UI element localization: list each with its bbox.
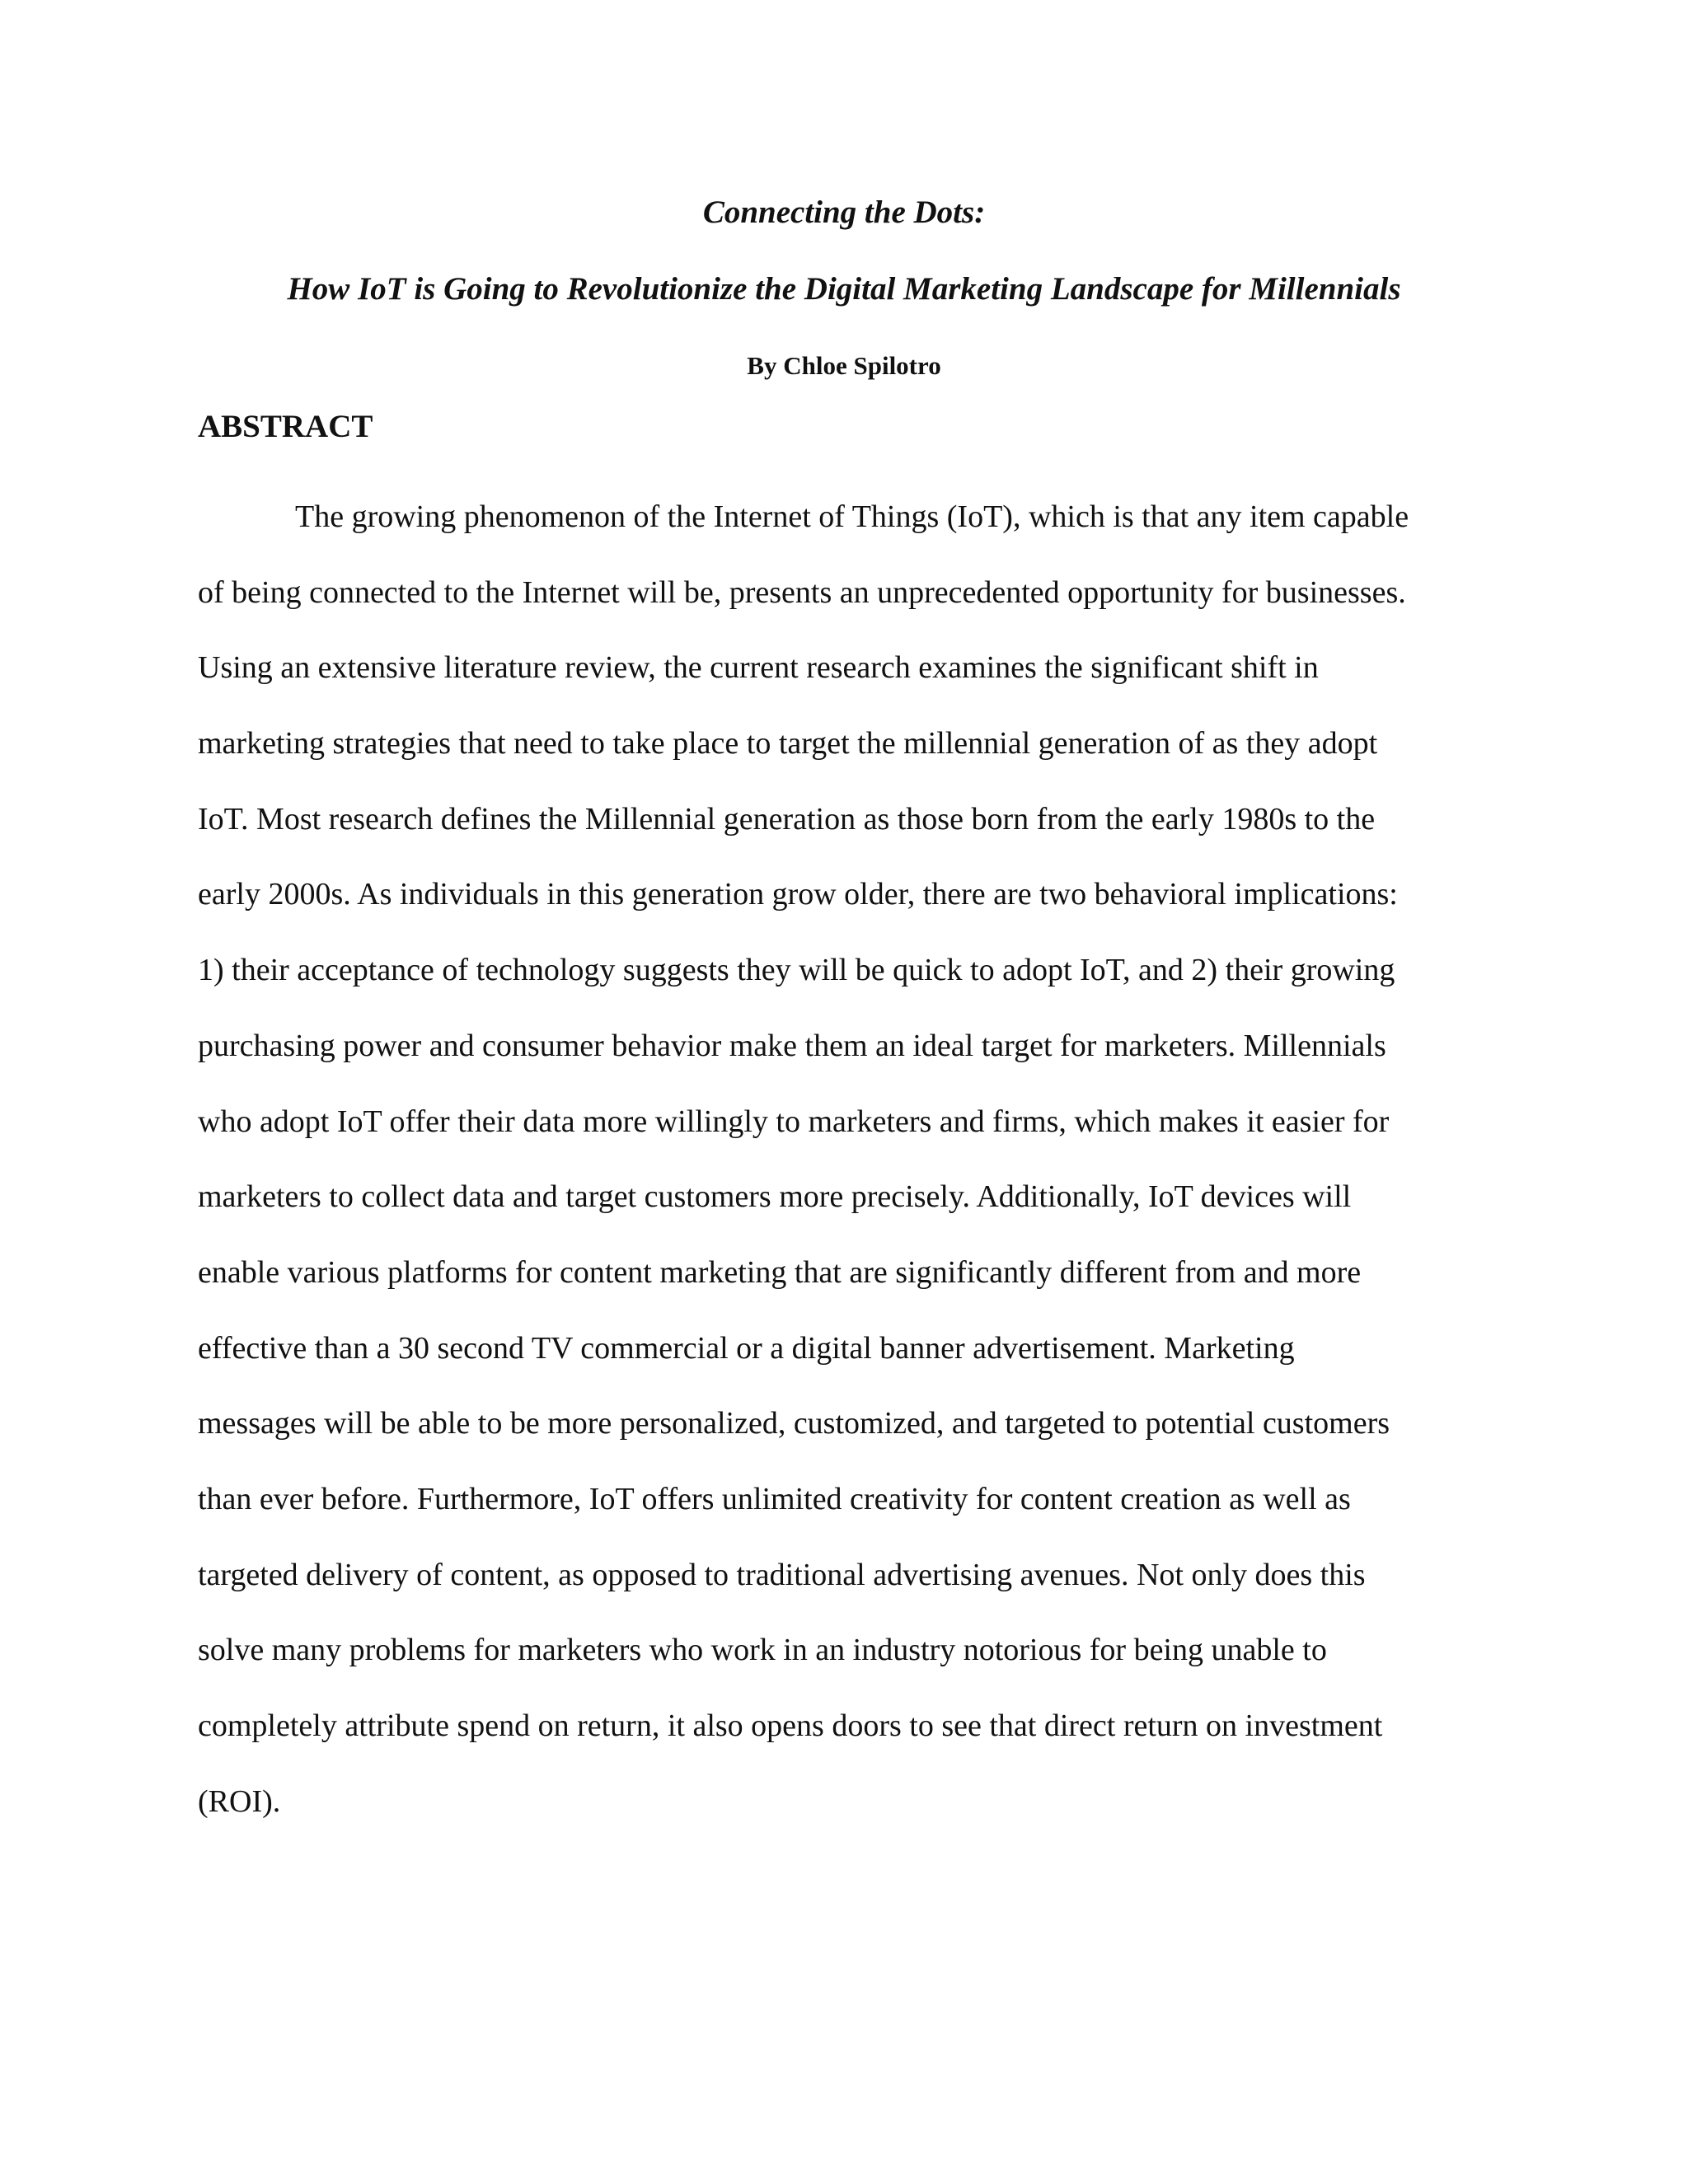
paper-subtitle: How IoT is Going to Revolutionize the Digital Marketing Landscape for Millennials <box>287 271 1401 307</box>
paper-title: Connecting the Dots: <box>702 194 986 230</box>
abstract-line: messages will be able to be more personalized, customized, and targeted to potential customers <box>198 1406 1390 1441</box>
abstract-line: marketers to collect data and target customers more precisely. Additionally, IoT devices will <box>198 1179 1352 1215</box>
abstract-line: The growing phenomenon of the Internet of Things (IoT), which is that any item capable <box>295 499 1409 534</box>
abstract-line: than ever before. Furthermore, IoT offers unlimited creativity for content creation as well as <box>198 1481 1351 1516</box>
abstract-line: effective than a 30 second TV commercial or a digital banner advertisement. Marketing <box>198 1330 1295 1366</box>
abstract-line: completely attribute spend on return, it also opens doors to see that direct return on investment <box>198 1708 1383 1743</box>
abstract-line: Using an extensive literature review, the current research examines the significant shift in <box>198 650 1319 686</box>
abstract-line: solve many problems for marketers who work in an industry notorious for being unable to <box>198 1633 1327 1668</box>
abstract-paragraph <box>198 480 1500 1840</box>
abstract-line: who adopt IoT offer their data more willingly to marketers and firms, which makes it easier for <box>198 1104 1390 1139</box>
abstract-line: of being connected to the Internet will be, presents an unprecedented opportunity for businesses. <box>198 574 1406 610</box>
abstract-line: IoT. Most research defines the Millennial generation as those born from the early 1980s to the <box>198 801 1376 837</box>
abstract-line: purchasing power and consumer behavior make them an ideal target for marketers. Millennials <box>198 1028 1386 1063</box>
abstract-line: early 2000s. As individuals in this generation grow older, there are two behavioral implications: <box>198 877 1398 912</box>
abstract-line: marketing strategies that need to take place to target the millennial generation of as they adopt <box>198 726 1378 762</box>
abstract-line: 1) their acceptance of technology suggests they will be quick to adopt IoT, and 2) their growing <box>198 953 1395 988</box>
author-byline: By Chloe Spilotro <box>747 351 941 380</box>
abstract-line: (ROI). <box>198 1783 281 1819</box>
abstract-line: targeted delivery of content, as opposed to traditional advertising avenues. Not only does this <box>198 1557 1366 1592</box>
abstract-line: enable various platforms for content marketing that are significantly different from and more <box>198 1254 1362 1290</box>
abstract-heading: ABSTRACT <box>198 409 373 444</box>
